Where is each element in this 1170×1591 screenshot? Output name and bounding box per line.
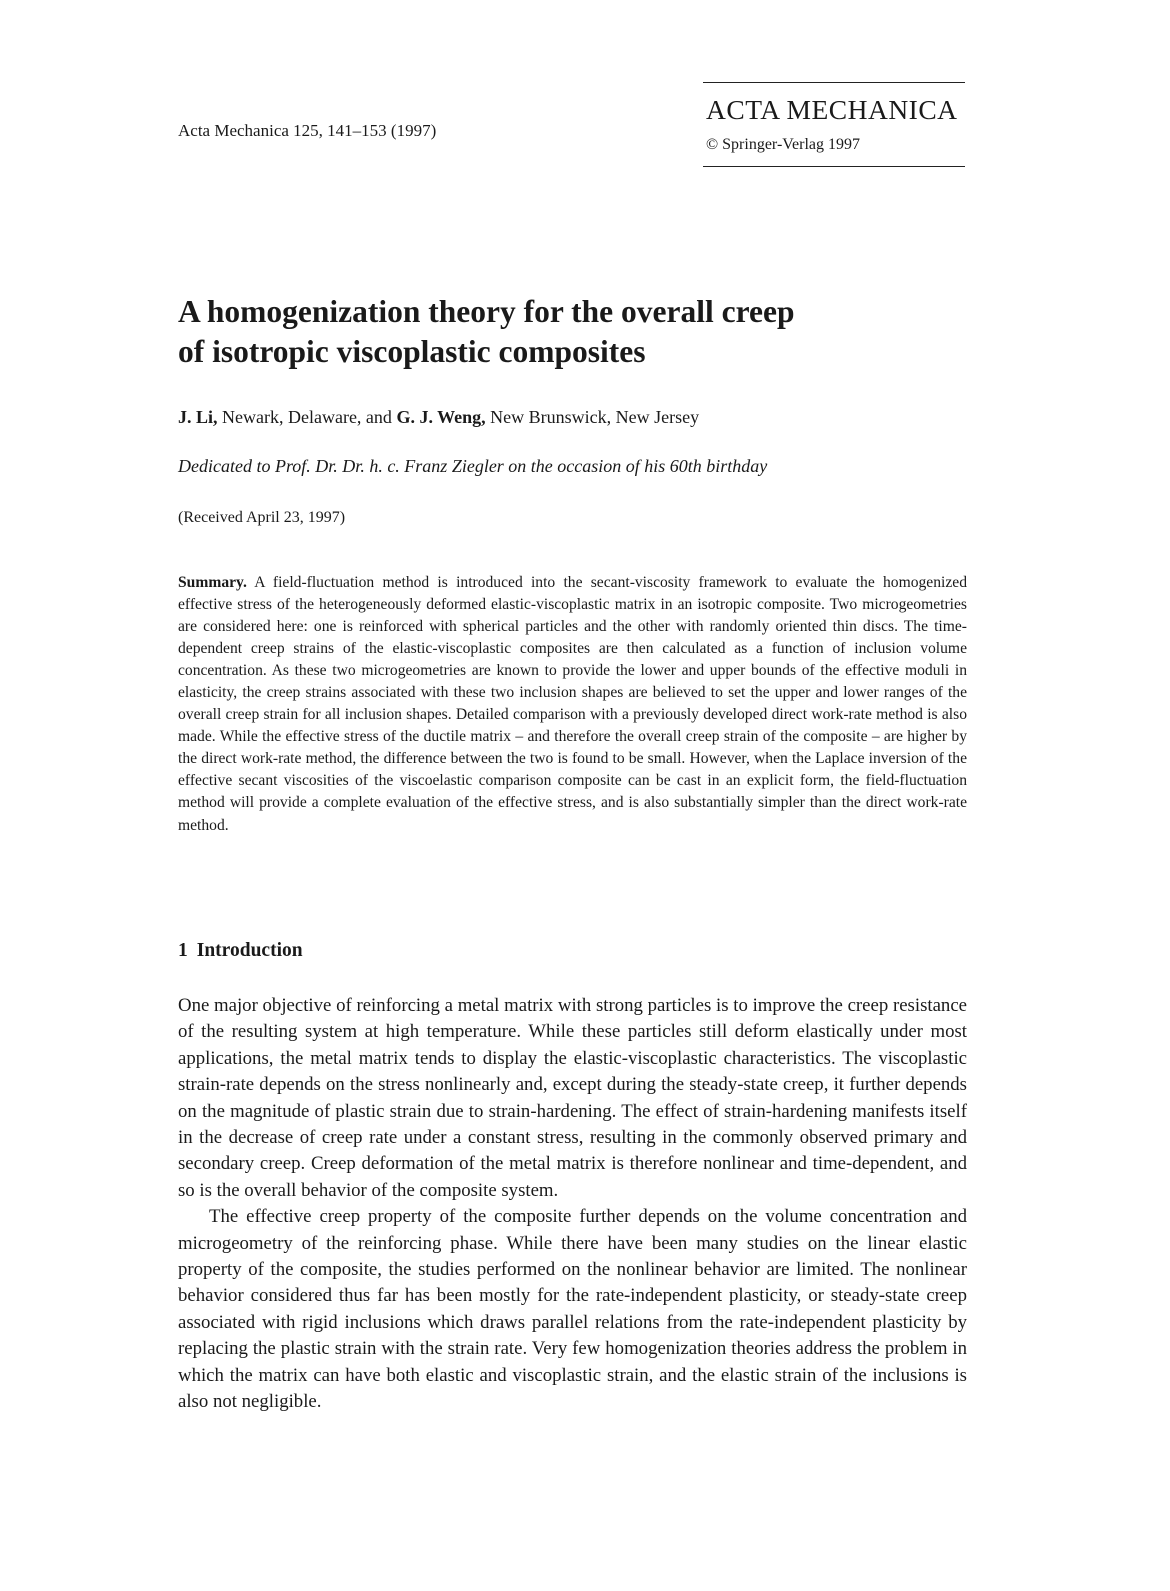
author-list [178,407,699,428]
journal-masthead [703,82,965,167]
section-title: Introduction [196,940,303,961]
author-1-affiliation: Newark, Delaware, and [217,407,397,427]
summary-abstract [178,572,967,837]
author-2-name: G. J. Weng, [396,407,486,427]
title-line-2: of isotropic viscoplastic composites [178,334,646,369]
journal-citation: Acta Mechanica 125, 141–153 (1997) [178,121,437,140]
dedication: Dedicated to Prof. Dr. Dr. h. c. Franz Ziegler on the occasion of his 60th birthday [178,456,768,476]
masthead-top-rule [703,82,965,83]
title-line-1: A homogenization theory for the overall creep [178,294,795,329]
article-title [178,292,978,372]
masthead-bottom-rule [703,166,965,167]
section-number: 1 [178,940,188,961]
author-1-name: J. Li, [178,407,218,427]
section-heading-introduction [178,940,303,962]
received-date: (Received April 23, 1997) [178,509,346,526]
journal-name: ACTA MECHANICA [706,94,958,125]
author-2-affiliation: New Brunswick, New Jersey [485,407,700,427]
intro-paragraph-1: One major objective of reinforcing a metal matrix with strong particles is to improve the creep resistance of the resulting system at high temperature. While these particles still deform elastically under most applications, the metal matrix tends to display the elastic-viscoplastic characteristics. The viscoplastic strain-rate depends on the stress nonlinearly and, except during the steady-state creep, it further depends on the magnitude of plastic strain due to strain-hardening. The effect of strain-hardening manifests itself in the decrease of creep rate under a constant stress, resulting in the commonly observed primary and secondary creep. Creep deformation of the metal matrix is therefore nonlinear and time-dependent, and so is the overall behavior of the composite system. [178,995,967,1201]
copyright-notice: © Springer-Verlag 1997 [706,135,861,153]
summary-text: A field-fluctuation method is introduced into the secant-viscosity framework to evaluate the homogenized effective stress of the heterogeneously deformed elastic-viscoplastic matrix in an isotropic composite. Two microgeometries are considered here: one is reinforced with spherical particles and the other with randomly oriented thin discs. The time-dependent creep strains of the elastic-viscoplastic composites are then calculated as a function of inclusion volume concentration. As these two microgeometries are known to provide the lower and upper bounds of the effective moduli in elasticity, the creep strains associated with these two inclusion shapes are believed to set the upper and lower ranges of the overall creep strain for all inclusion shapes. Detailed comparison with a previously developed direct work-rate method is also made. While the effective stress of the ductile matrix – and therefore the overall creep strain of the composite – are higher by the direct work-rate method, the difference between the two is found to be small. However, when the Laplace inversion of the effective secant viscosities of the viscoelastic comparison composite can be cast in an explicit form, the field-fluctuation method will provide a complete evaluation of the effective stress, and is also substantially simpler than the direct work-rate method. [178,574,967,834]
introduction-body [178,993,967,1416]
summary-label: Summary. [178,574,247,591]
intro-paragraph-2: The effective creep property of the composite further depends on the volume concentration and microgeometry of the reinforcing phase. While there have been many studies on the linear elastic property of the composite, the studies performed on the nonlinear behavior are limited. The nonlinear behavior considered thus far has been mostly for the rate-independent plasticity, or steady-state creep associated with rigid inclusions which draws parallel relations from the rate-independent plasticity by replacing the plastic strain with the strain rate. Very few homogenization theories address the problem in which the matrix can have both elastic and viscoplastic strain, and the elastic strain of the inclusions is also not negligible. [178,1206,967,1413]
